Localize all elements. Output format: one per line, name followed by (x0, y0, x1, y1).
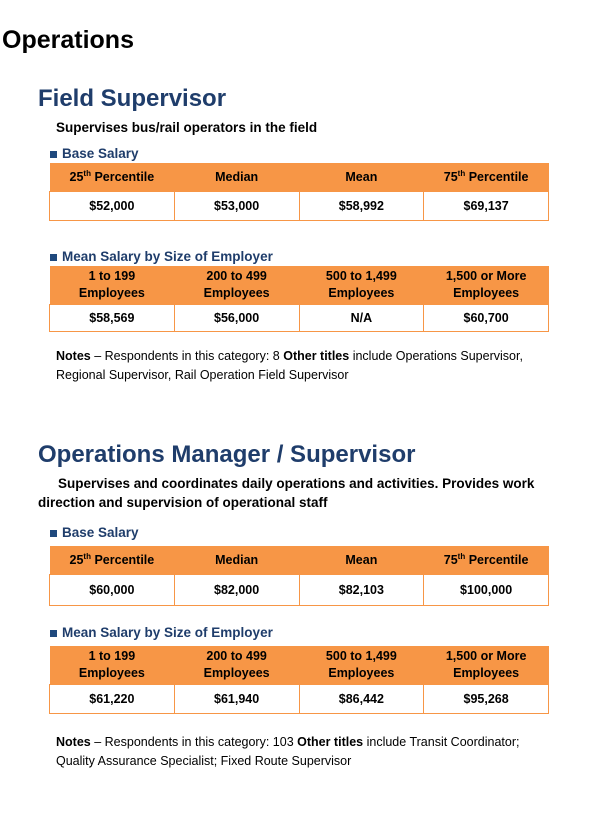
job-description: Supervises bus/rail operators in the field (56, 120, 318, 135)
header-25th-percentile: 25th Percentile (50, 546, 175, 575)
value-median: $82,000 (174, 575, 299, 606)
table-header-row (50, 266, 549, 305)
value-size-3: N/A (299, 305, 424, 332)
square-bullet-icon (50, 630, 57, 637)
header-size-3: 500 to 1,499 Employees (299, 266, 424, 305)
size-salary-table (49, 646, 549, 714)
square-bullet-icon (50, 254, 57, 261)
base-salary-heading-label: Base Salary (62, 525, 139, 540)
job-description: Supervises and coordinates daily operations and activities. Provides work direction and supervision of operational staff (38, 476, 535, 510)
value-size-2: $61,940 (174, 685, 299, 714)
size-salary-heading (38, 624, 558, 642)
table-row (50, 305, 549, 332)
value-mean: $58,992 (299, 192, 424, 221)
header-median: Median (174, 163, 299, 192)
job-section-operations-manager (38, 440, 558, 771)
page-title: Operations (2, 26, 134, 54)
size-salary-heading-label: Mean Salary by Size of Employer (62, 625, 273, 640)
table-header-row (50, 546, 549, 575)
value-size-1: $61,220 (50, 685, 175, 714)
header-75th-percentile: 75th Percentile (424, 546, 549, 575)
header-75th-percentile: 75th Percentile (424, 163, 549, 192)
base-salary-table (49, 546, 549, 606)
square-bullet-icon (50, 530, 57, 537)
value-size-2: $56,000 (174, 305, 299, 332)
value-75th-percentile: $100,000 (424, 575, 549, 606)
header-size-4: 1,500 or More Employees (424, 266, 549, 305)
table-row (50, 685, 549, 714)
header-size-2: 200 to 499 Employees (174, 266, 299, 305)
base-salary-heading (38, 145, 558, 163)
header-size-3: 500 to 1,499 Employees (299, 646, 424, 685)
value-size-1: $58,569 (50, 305, 175, 332)
base-salary-heading-label: Base Salary (62, 146, 139, 161)
job-title: Operations Manager / Supervisor (38, 441, 416, 468)
size-salary-heading (38, 248, 558, 266)
header-mean: Mean (299, 163, 424, 192)
table-header-row (50, 646, 549, 685)
table-header-row (50, 163, 549, 192)
job-title: Field Supervisor (38, 85, 227, 112)
value-size-3: $86,442 (299, 685, 424, 714)
value-25th-percentile: $60,000 (50, 575, 175, 606)
base-salary-table (49, 163, 549, 221)
value-75th-percentile: $69,137 (424, 192, 549, 221)
notes: Notes – Respondents in this category: 8 Other titles include Operations Supervisor, Regional Supervisor, Rail Operation Field Supervisor (56, 349, 523, 382)
value-median: $53,000 (174, 192, 299, 221)
job-section-field-supervisor (38, 84, 558, 385)
value-size-4: $95,268 (424, 685, 549, 714)
table-row (50, 192, 549, 221)
square-bullet-icon (50, 151, 57, 158)
notes: Notes – Respondents in this category: 103 Other titles include Transit Coordinator; Quality Assurance Specialist; Fixed Route Supervisor (56, 735, 520, 768)
header-median: Median (174, 546, 299, 575)
header-mean: Mean (299, 546, 424, 575)
size-salary-heading-label: Mean Salary by Size of Employer (62, 249, 273, 264)
table-row (50, 575, 549, 606)
base-salary-heading (38, 524, 558, 542)
header-size-1: 1 to 199 Employees (50, 266, 175, 305)
header-size-4: 1,500 or More Employees (424, 646, 549, 685)
value-size-4: $60,700 (424, 305, 549, 332)
header-25th-percentile: 25th Percentile (50, 163, 175, 192)
header-size-1: 1 to 199 Employees (50, 646, 175, 685)
value-mean: $82,103 (299, 575, 424, 606)
value-25th-percentile: $52,000 (50, 192, 175, 221)
header-size-2: 200 to 499 Employees (174, 646, 299, 685)
size-salary-table (49, 266, 549, 332)
